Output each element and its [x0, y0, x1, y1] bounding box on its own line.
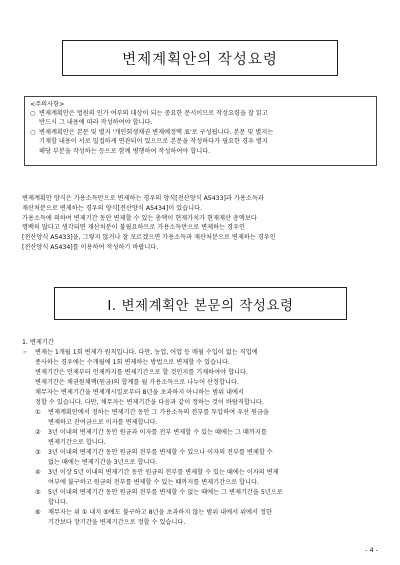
numbered-item: [22, 428, 382, 448]
item-line: 3년 이내의 변제기간 동안 원금과 이자를 전부 변제할 수 있는 때에는 그 때까지를: [48, 429, 267, 436]
intro-line: [전산양식 A5433]을, 그렇지 않거나 잘 모르겠으면 가용소득과 재산처분으로 변제하는 경우인: [22, 234, 276, 242]
caution-line: 기재할 내용이 서로 밀접하게 연관되어 있으므로 본문을 작성하다가 필요한 경우 별지: [39, 138, 268, 146]
intro-line: 가용소득에 의하여 변제기간 동안 변제할 수 있는 총액이 현재가치가 현재재산 총액보다: [22, 214, 257, 222]
item-line: 기간보다 장기간을 변제기간으로 정할 수 있습니다.: [48, 519, 186, 526]
caution-line: 해당 부분을 작성하는 등으로 함께 병행하여 작성하여야 합니다.: [39, 147, 211, 155]
item-line: 변제하고 잔여금으로 이자를 변제합니다.: [48, 419, 158, 426]
pointer-line: 변제기간은 채권원채액(원금)의 합계를 월 가용소득으로 나누어 산정합니다.: [35, 379, 239, 386]
document-title: 변제계획안의 작성요령: [122, 51, 278, 68]
caution-heading: <주의사항>: [30, 101, 65, 108]
numbered-item: [22, 468, 382, 488]
item-line: 합니다.: [48, 499, 68, 506]
pointer-line: 변제기간은 언제부터 언제까지를 변제기간으로 할 것인지를 기재하여야 합니다.: [35, 369, 248, 376]
numbered-item: [22, 448, 382, 468]
numbered-item: [22, 408, 382, 428]
intro-line: 변제계획안 양식은 가용소득만으로 변제하는 경우의 양식[전산양식 A5433]과 가용소득과: [22, 195, 264, 202]
item-number: ①: [35, 409, 41, 416]
item-number: ③: [35, 449, 41, 456]
item-line: 변제계획안에서 정하는 변제기간 동안 그 가용소득의 전부를 투입하여 우선 원금을: [48, 409, 269, 416]
item-number: ④: [35, 469, 41, 476]
item-line: 채무자는 위 ① 내지 ⑤에도 불구하고 8년을 초과하지 않는 범위 내에서 위에서 정한: [48, 509, 272, 516]
pointer-line: 채무자는 변제기간을 변제개시일로부터 8년을 초과하지 아니하는 범위 내에서: [35, 389, 244, 396]
caution-item: [30, 128, 371, 156]
item-number: ⑤: [35, 489, 41, 496]
pointer-line: 변제는 1개월 1회 변제가 원칙입니다. 다만, 농업, 어업 등 매월 수입이 없는 직업에: [35, 349, 258, 356]
item-line: 3년 이내의 변제기간 동안 원금의 전부를 변제할 수 있으나 이자의 전부를 변제할 수: [48, 449, 273, 456]
section-body: [22, 338, 382, 528]
item-line: 5년 이내의 변제기간 동안 원금의 전부를 변제할 수 없는 때에는 그 변제기간을 5년으로: [48, 489, 283, 496]
numbered-item: [22, 488, 382, 508]
pointer-line: 정할 수 있습니다. 다만, 채무자는 변제기간을 다음과 같이 정하는 것이 바람직합니다.: [35, 399, 264, 406]
item-line: 변제기간으로 합니다.: [48, 439, 106, 446]
pointer-paragraph: [22, 348, 382, 408]
caution-item: [30, 109, 371, 128]
item-number: ②: [35, 429, 41, 436]
item-line: 여부에 불구하고 원금의 전부를 변제할 수 있는 때까지를 변제기간으로 합니다.: [48, 479, 259, 486]
item-line: 3년 이상 5년 이내의 변제기간 동안 원금의 전부를 변제할 수 있는 때에는 이자의 변제: [48, 469, 279, 476]
bullet-circle-icon: ○: [30, 110, 36, 117]
caution-line: 변제계획안은 본문 및 별지 '개인회생채권 변제예정액 표'로 구성됩니다. 본문 및 별지는: [39, 128, 274, 136]
bullet-circle-icon: ○: [30, 128, 36, 136]
caution-box: [24, 96, 377, 166]
intro-line: 재산처분으로 변제하는 경우의 양식[전산양식 A5434]이 있습니다.: [22, 204, 203, 212]
section-title: I. 변제계획안 본문의 작성요령: [107, 297, 294, 314]
intro-line: 명백히 많다고 생각되면 재산처분이 불필요하므로 가용소득만으로 변제하는 경우인: [22, 224, 245, 232]
section-title-box: [54, 287, 347, 320]
pointer-line: 종사하는 경우에는 수개월에 1회 변제하는 방법으로 변제할 수 있습니다.: [35, 359, 230, 366]
page-number: - 4 -: [365, 546, 378, 554]
item-line: 없는 때에는 변제기간을 3년으로 합니다.: [48, 459, 158, 466]
intro-line: [전산양식 A5434]를 이용하여 작성하기 바랍니다.: [22, 243, 159, 251]
pointing-hand-icon: ☞: [22, 349, 28, 356]
item-number: ⑥: [35, 509, 41, 516]
caution-line: 변제계획안은 법원의 인가 여부의 대상이 되는 중요한 문서이므로 작성요령을 잘 읽고: [39, 110, 268, 117]
numbered-item: [22, 508, 382, 528]
subheading-repayment-period: 1. 변제기간: [22, 339, 54, 346]
caution-line: 반드시 그 내용에 따라 작성하여야 합니다.: [39, 119, 153, 127]
document-title-box: [62, 40, 338, 76]
intro-paragraph: [22, 194, 382, 253]
